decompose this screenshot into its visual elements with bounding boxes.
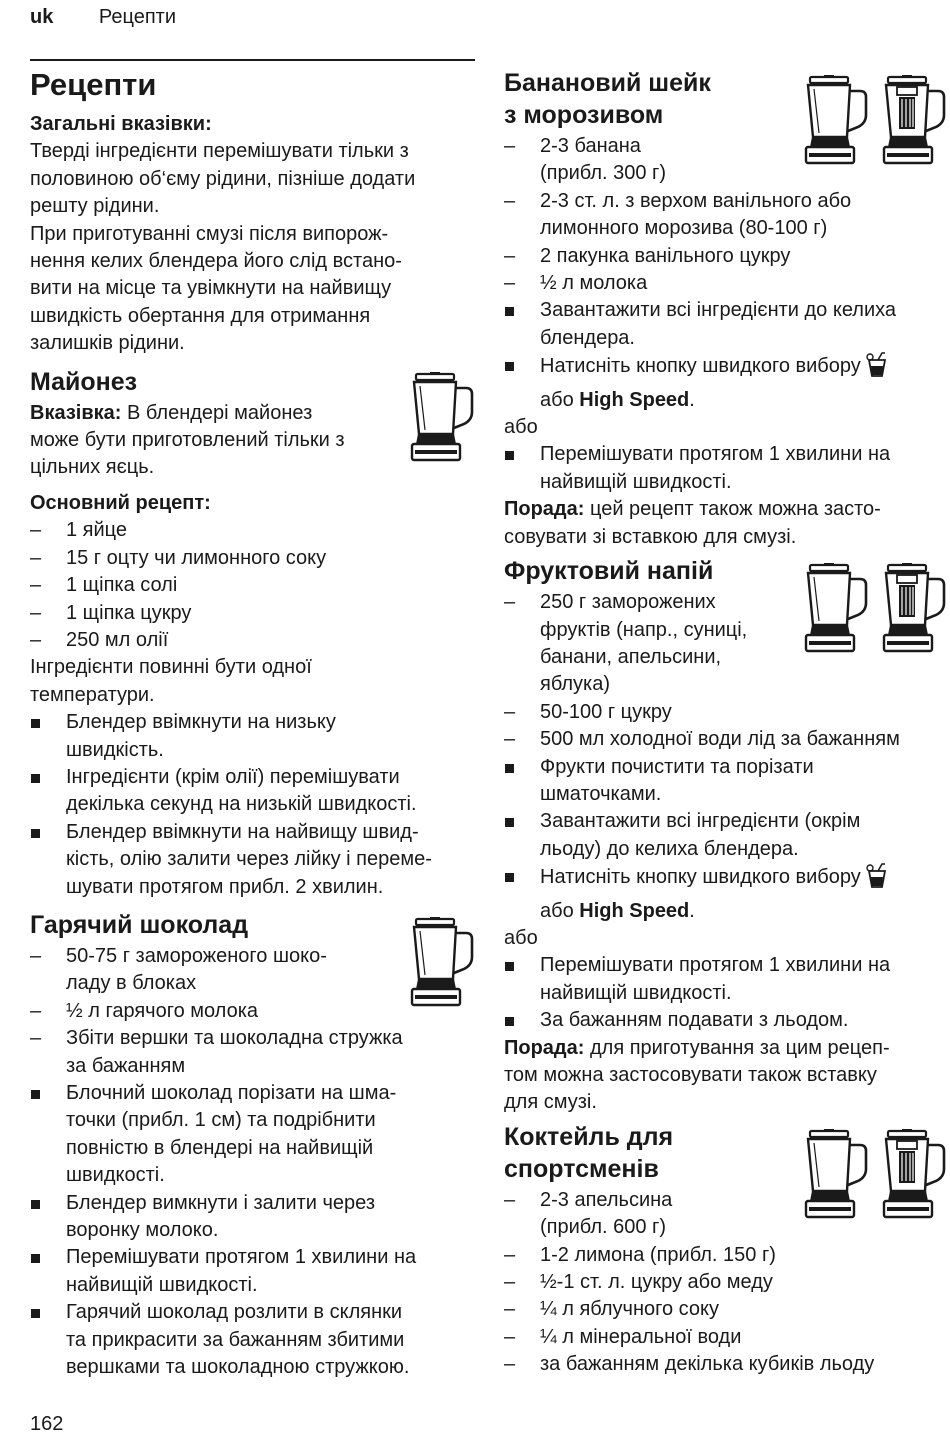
- mayo-steps: [30, 709, 478, 901]
- chocolate-steps: [30, 1080, 478, 1381]
- banana-steps: [504, 297, 950, 414]
- list-item: – 1-2 лимона (прибл. 150 г): [504, 1242, 950, 1269]
- mayo-temp-line: Інгредієнти повинні бути одної: [30, 656, 312, 679]
- banana-title: Банановий шейк з морозивом: [504, 69, 711, 129]
- list-item: – ¼ л яблучного соку: [504, 1296, 950, 1323]
- header-title: Рецепти: [98, 6, 177, 28]
- list-item: – ½-1 ст. л. цукру або меду: [504, 1269, 950, 1296]
- fruit-title: Фруктовий напій: [504, 557, 714, 586]
- mayo-note-label: Вказівка:: [30, 401, 122, 424]
- smoothie-button-icon: [865, 352, 889, 386]
- general-line: При приготуванні смузі після випорож-: [30, 222, 389, 245]
- list-item: – 2-3 банана (прибл. 300 г): [504, 133, 950, 188]
- general-line: нення келих блендера його слід встано-: [30, 250, 402, 273]
- sport-ingredients: [504, 1187, 950, 1379]
- mayo-section: [30, 366, 478, 901]
- fruit-section: [504, 555, 950, 1117]
- general-line: залишків рідини.: [30, 332, 185, 355]
- fruit-steps: [504, 754, 950, 925]
- list-item: Гарячий шоколад розлити в склянки та прикрасити за бажанням збитими вершками та шоколадною стружкою.: [30, 1299, 478, 1381]
- list-item: – 250 г заморожених фруктів (напр., суниці, банани, апельсини, яблука): [504, 589, 950, 699]
- list-item: – 250 мл олії: [30, 627, 478, 654]
- list-item: – 1 щіпка цукру: [30, 600, 478, 627]
- fruit-tip: Порада: для приготування за цим рецеп-: [504, 1036, 890, 1059]
- sport-title: Коктейль для спортсменів: [504, 1122, 674, 1183]
- mayo-note-line: може бути приготовлений тільки з: [30, 429, 345, 452]
- list-item: – 2 пакунка ванільного цукру: [504, 243, 950, 270]
- banana-ingredients: [504, 133, 950, 297]
- list-item: Блендер ввімкнути на найвищу швид- кість, олію залити через лійку і переме- шувати протягом прибл. 2 хвилин.: [30, 819, 478, 901]
- list-item: – ½ л молока: [504, 270, 950, 297]
- list-item: Перемішувати протягом 1 хвилини на найвищій швидкості.: [504, 952, 950, 1007]
- chocolate-section: [30, 909, 478, 1382]
- or-text: або: [504, 926, 538, 949]
- list-item: – 2-3 апельсина (прибл. 600 г): [504, 1187, 950, 1242]
- mayo-note-line: цільних яєць.: [30, 456, 155, 479]
- general-line: половиною об‘єму рідини, пізніше додати: [30, 167, 416, 190]
- mayo-basic-heading: Основний рецепт:: [30, 491, 211, 514]
- general-line: вити на місце та увімкнути на найвищу: [30, 277, 392, 300]
- list-item: – 1 яйце: [30, 517, 478, 544]
- list-item: Завантажити всі інгредієнти до келиха блендера.: [504, 297, 950, 352]
- list-item: – 1 щіпка солі: [30, 572, 478, 599]
- list-item: Перемішувати протягом 1 хвилини на найвищій швидкості.: [30, 1244, 478, 1299]
- or-text: або: [504, 416, 538, 439]
- fruit-tip-line: для смузі.: [504, 1091, 597, 1114]
- list-item: – 500 мл холодної води лід за бажанням: [504, 726, 950, 753]
- list-item: – 50-100 г цукру: [504, 699, 950, 726]
- fruit-ingredients: [504, 589, 950, 753]
- mayo-title: Майонез: [30, 367, 138, 396]
- general-line: решту рідини.: [30, 195, 160, 218]
- general-line: Тверді інгредієнти перемішувати тільки з: [30, 140, 409, 163]
- chocolate-ingredients: [30, 943, 478, 1080]
- banana-section: [504, 67, 950, 551]
- banana-tip-line: совувати зі вставкою для смузі.: [504, 525, 797, 548]
- list-item: Натисніть кнопку швидкого вибору або High Speed.: [504, 863, 950, 925]
- right-column: [504, 63, 950, 1379]
- list-item: Перемішувати протягом 1 хвилини на найвищій швидкості.: [504, 441, 950, 496]
- list-item: Інгредієнти (крім олії) перемішувати декілька секунд на низькій швидкості.: [30, 764, 478, 819]
- mayo-temp-line: температури.: [30, 683, 155, 706]
- list-item: Натисніть кнопку швидкого вибору або High Speed.: [504, 352, 950, 414]
- sport-section: [504, 1121, 950, 1379]
- list-item: – ¼ л мінеральної води: [504, 1324, 950, 1351]
- general-heading: Загальні вказівки:: [30, 113, 212, 135]
- list-item: Завантажити всі інгредієнти (окрім льоду) до келиха блендера.: [504, 808, 950, 863]
- list-item: – 15 г оцту чи лимонного соку: [30, 545, 478, 572]
- general-line: швидкість обертання для отримання: [30, 304, 371, 327]
- list-item: – Збіти вершки та шоколадна стружка за бажанням: [30, 1025, 478, 1080]
- page-header: [30, 6, 176, 29]
- header-rule: [30, 59, 475, 61]
- list-item: Блочний шоколад порізати на шма- точки (прибл. 1 см) та подрібнити повністю в блендері на найвищій швидкості.: [30, 1080, 478, 1190]
- list-item: – за бажанням декілька кубиків льоду: [504, 1351, 950, 1378]
- general-instructions: [30, 111, 478, 358]
- fruit-tip-line: том можна застосовувати також вставку: [504, 1064, 877, 1086]
- banana-tip: Порада: цей рецепт також можна засто-: [504, 498, 881, 521]
- list-item: – ½ л гарячого молока: [30, 998, 478, 1025]
- list-item: Блендер вимкнути і залити через воронку молоко.: [30, 1190, 478, 1245]
- smoothie-button-icon: [865, 863, 889, 897]
- page-title: Рецепти: [30, 67, 157, 102]
- blender-jug-icon: [406, 372, 478, 464]
- list-item: Блендер ввімкнути на низьку швидкість.: [30, 709, 478, 764]
- chocolate-title: Гарячий шоколад: [30, 910, 249, 939]
- page-number: 162: [30, 1413, 64, 1435]
- list-item: – 2-3 ст. л. з верхом ванільного або лимонного морозива (80-100 г): [504, 188, 950, 243]
- mayo-ingredients: [30, 517, 478, 654]
- list-item: Фрукти почистити та порізати шматочками.: [504, 754, 950, 809]
- list-item: – 50-75 г замороженого шоко- ладу в блоках: [30, 943, 478, 998]
- left-column: [30, 63, 478, 1381]
- mayo-note: Вказівка: В блендері майонез: [30, 401, 313, 424]
- language-code: uk: [30, 6, 54, 28]
- list-item: За бажанням подавати з льодом.: [504, 1007, 950, 1034]
